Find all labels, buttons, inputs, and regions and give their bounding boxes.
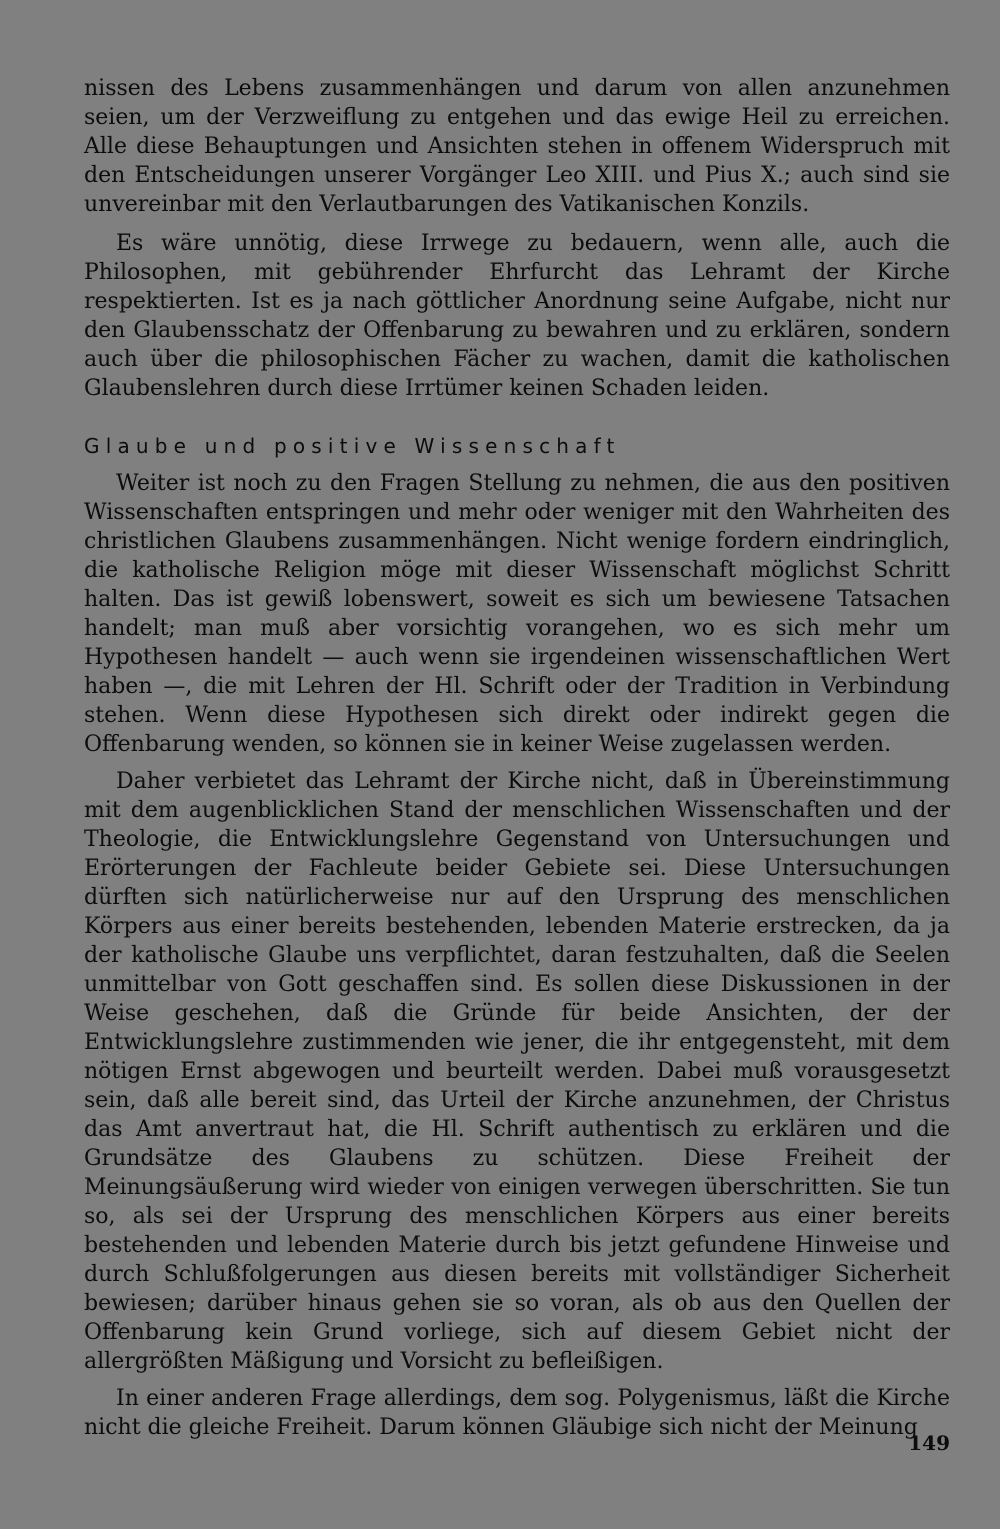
paragraph-5: In einer anderen Frage allerdings, dem sog. Polygenismus, läßt die Kirche nicht die gleiche Freiheit. Darum können Gläubige sich nicht der Meinung — [84, 1386, 950, 1440]
paragraph-4: Daher verbietet das Lehramt der Kirche nicht, daß in Übereinstimmung mit dem augenblicklichen Stand der menschlichen Wissenschaften und der Theologie, die Entwicklungslehre Gegenstand von Untersuchungen und Erörterungen der Fachleute beider Gebiete sei. Diese Untersuchungen dürften sich natürlicherweise nur auf den Ursprung des menschlichen Körpers aus einer bereits bestehenden, lebenden Materie erstrecken, da ja der katholische Glaube uns verpflichtet, daran festzuhalten, daß die Seelen unmittelbar von Gott geschaffen sind. Es sollen diese Diskussionen in der Weise geschehen, daß die Gründe für beide Ansichten, der der Entwicklungslehre zustimmenden wie jener, die ihr entgegensteht, mit dem nötigen Ernst abgewogen und beurteilt werden. Dabei muß vorausgesetzt sein, daß alle bereit sind, das Urteil der Kirche anzunehmen, der Christus das Amt anvertraut hat, die Hl. Schrift authentisch zu erklären und die Grundsätze des Glaubens zu schützen. Diese Freiheit der Meinungsäußerung wird wieder von einigen verwegen überschritten. Sie tun so, als sei der Ursprung des menschlichen Körpers aus einer bereits bestehenden und lebenden Materie durch bis jetzt gefundene Hinweise und durch Schlußfolgerungen aus diesen bereits mit vollständiger Sicherheit bewiesen; darüber hinaus gehen sie so voran, als ob aus den Quellen der Offenbarung kein Grund vorliege, sich auf diesem Gebiet nicht der allergrößten Mäßigung und Vorsicht zu befleißigen. — [84, 769, 950, 1374]
paragraph-2: Es wäre unnötig, diese Irrwege zu bedauern, wenn alle, auch die Philosophen, mit gebührender Ehrfurcht das Lehramt der Kirche respektierten. Ist es ja nach göttlicher Anordnung seine Aufgabe, nicht nur den Glaubensschatz der Offenbarung zu bewahren und zu erklären, sondern auch über die philosophischen Fächer zu wachen, damit die katholischen Glaubenslehren durch diese Irrtümer keinen Schaden leiden. — [84, 231, 950, 401]
section-heading: Glaube und positive Wissenschaft — [84, 434, 621, 458]
paragraph-1: nissen des Lebens zusammenhängen und darum von allen anzunehmen seien, um der Verzweiflung zu entgehen und das ewige Heil zu erreichen. Alle diese Behauptungen und Ansichten stehen in offenem Widerspruch mit den Entscheidungen unserer Vorgänger Leo XIII. und Pius X.; auch sind sie unvereinbar mit den Verlautbarungen des Vatikanischen Konzils. — [84, 76, 950, 217]
paragraph-3: Weiter ist noch zu den Fragen Stellung zu nehmen, die aus den positiven Wissenschaften entspringen und mehr oder weniger mit den Wahrheiten des christlichen Glaubens zusammenhängen. Nicht wenige fordern eindringlich, die katholische Religion möge mit dieser Wissenschaft möglichst Schritt halten. Das ist gewiß lobenswert, soweit es sich um bewiesene Tatsachen handelt; man muß aber vorsichtig vorangehen, wo es sich mehr um Hypothesen handelt — auch wenn sie irgendeinen wissenschaftlichen Wert haben —, die mit Lehren der Hl. Schrift oder der Tradition in Verbindung stehen. Wenn diese Hypothesen sich direkt oder indirekt gegen die Offenbarung wenden, so können sie in keiner Weise zugelassen werden. — [84, 471, 950, 757]
page-body — [84, 74, 950, 1442]
page-number: 149 — [908, 1431, 950, 1455]
